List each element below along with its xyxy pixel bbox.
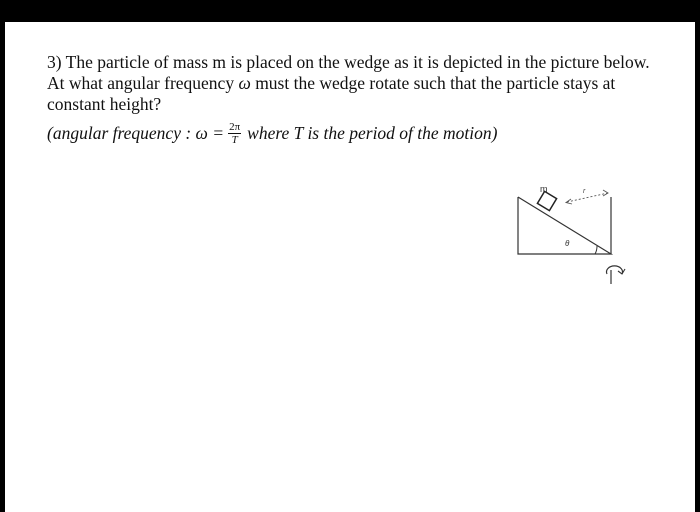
- radius-arrow: [567, 193, 608, 202]
- question-text-2: must the wedge rotate such that the particle stays at constant height?: [47, 73, 616, 114]
- question-text-1: 3) The particle of mass m is placed on the wedge as it is depicted in the picture below. At what angular frequency: [47, 52, 650, 93]
- formula-prefix: (angular frequency : ω =: [47, 123, 225, 143]
- angle-label: θ: [565, 239, 570, 248]
- mass-block: [537, 191, 556, 210]
- omega-symbol: ω: [238, 73, 251, 93]
- document-page: [5, 22, 695, 512]
- wedge-diagram: [5, 22, 695, 512]
- radius-label: r: [583, 188, 586, 195]
- angle-arc: [595, 246, 597, 254]
- mass-label: m: [540, 184, 548, 194]
- formula-suffix: where T is the period of the motion): [247, 123, 498, 143]
- fraction-denominator: T: [231, 134, 238, 146]
- fraction-numerator: 2π: [229, 121, 241, 133]
- radius-arrowhead-right-icon: [603, 190, 608, 196]
